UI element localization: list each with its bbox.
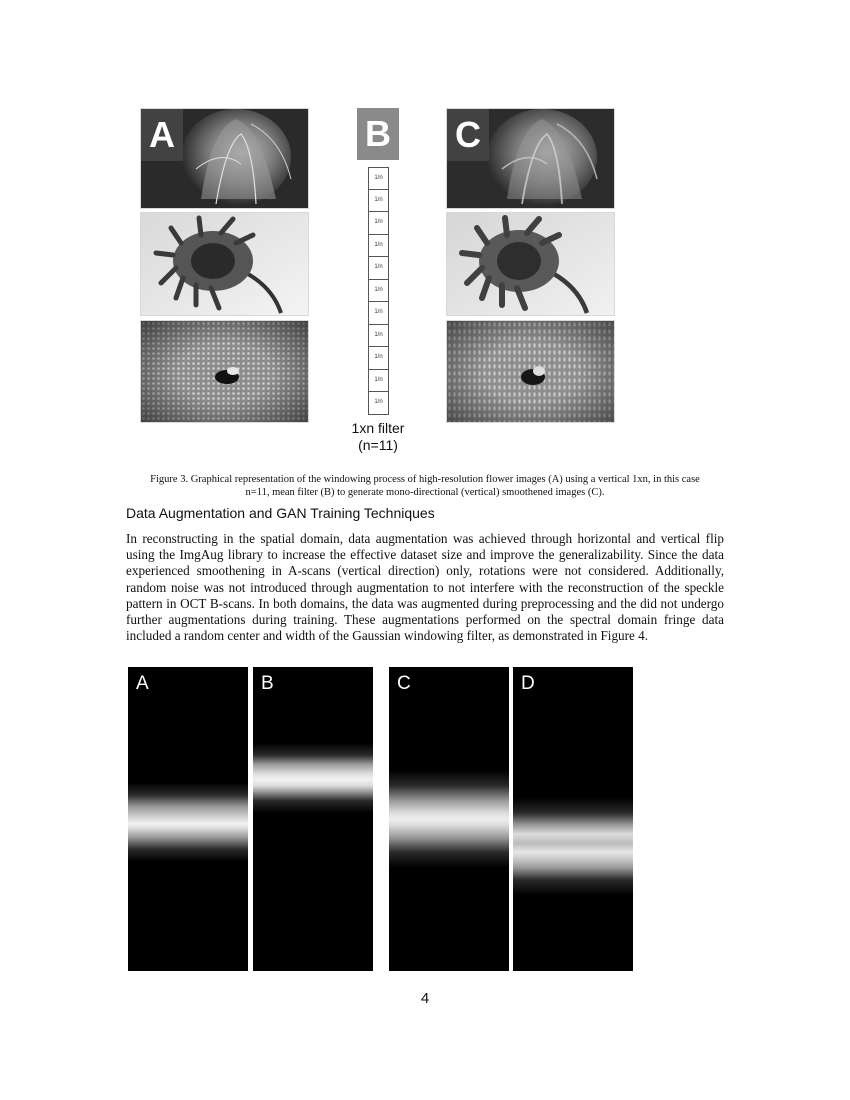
sunflower-image <box>141 213 309 316</box>
bee-photo-a <box>140 320 309 423</box>
gaussian-strip-a <box>128 667 248 971</box>
sunflower-photo-a <box>140 212 309 316</box>
page-number: 4 <box>420 990 430 1007</box>
filter-cell: 1/n <box>368 325 389 348</box>
bee-image <box>141 321 309 423</box>
filter-caption-line2: (n=11) <box>358 437 398 453</box>
filter-cell: 1/n <box>368 392 389 415</box>
filter-cell: 1/n <box>368 257 389 280</box>
panel-label-b: B <box>357 108 399 160</box>
gaussian-strip-c <box>389 667 509 971</box>
gaussian-strip-d <box>513 667 633 971</box>
tulip-photo-c <box>446 108 615 209</box>
filter-caption <box>320 420 436 454</box>
filter-cell: 1/n <box>368 212 389 235</box>
strip-label-d: D <box>521 673 535 694</box>
filter-cell: 1/n <box>368 280 389 303</box>
figure-3-caption <box>126 473 724 499</box>
strip-label-b: B <box>261 673 274 694</box>
filter-cell: 1/n <box>368 235 389 258</box>
filter-cell: 1/n <box>368 347 389 370</box>
body-paragraph: In reconstructing in the spatial domain, data augmentation was achieved through horizontal and vertical flip using the ImgAug library to increase the effective dataset size and improve the generalizability. Since the data experienced smoothening in A-scans (vertical direction) only, rotations were not considered. Additionally, random noise was not introduced through augmentation to not interfere with the reconstruction of the speckle pattern in OCT B-scans. In both domains, the data was augmented during preprocessing and the did not undergo further augmentations during training. These augmentations performed on the spectral domain fringe data included a random center and width of the Gaussian windowing filter, as demonstrated in Figure 4. <box>126 531 724 644</box>
filter-caption-line1: 1xn filter <box>351 420 405 436</box>
strip-label-c: C <box>397 673 411 694</box>
sunflower-photo-c <box>446 212 615 316</box>
bee-photo-c <box>446 320 615 423</box>
sunflower-smoothed-image <box>447 213 615 316</box>
strip-label-a: A <box>136 673 149 694</box>
filter-cell: 1/n <box>368 370 389 393</box>
section-heading: Data Augmentation and GAN Training Techniques <box>126 505 435 521</box>
mean-filter-kernel <box>368 167 389 415</box>
bee-smoothed-image <box>447 321 615 423</box>
tulip-photo-a <box>140 108 309 209</box>
filter-cell: 1/n <box>368 190 389 213</box>
gaussian-strip-b <box>253 667 373 971</box>
filter-cell: 1/n <box>368 167 389 190</box>
panel-label-c: C <box>447 109 489 161</box>
figure-3-caption-line2: n=11, mean filter (B) to generate mono-directional (vertical) smoothened images (C). <box>245 487 605 498</box>
figure-3-caption-line1: Figure 3. Graphical representation of the windowing process of high-resolution flower images (A) using a vertical 1xn, in this case <box>150 474 700 485</box>
filter-cell: 1/n <box>368 302 389 325</box>
panel-label-a: A <box>141 109 183 161</box>
